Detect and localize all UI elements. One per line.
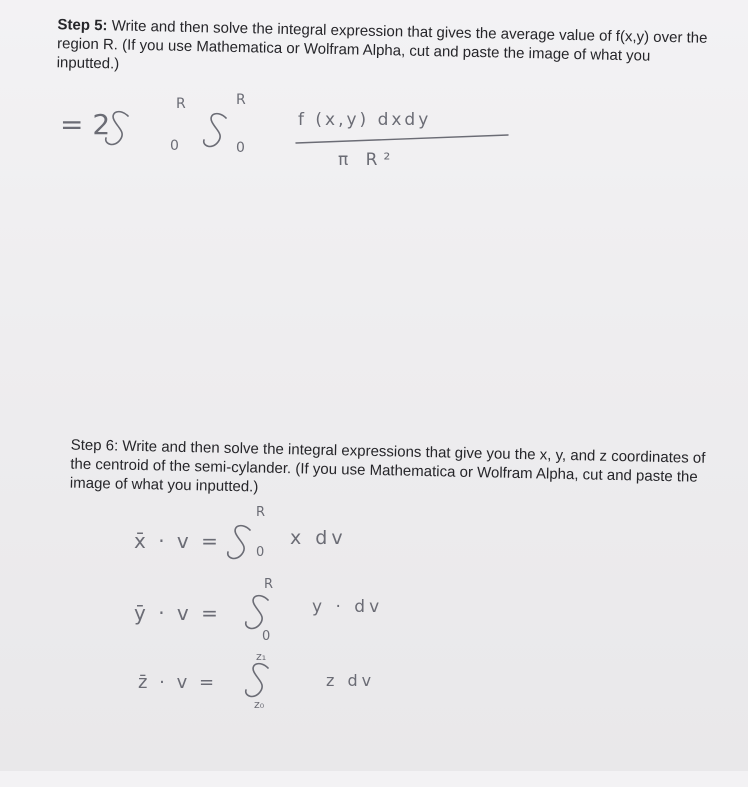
- step5-text: Write and then solve the integral expression that gives the average value of f(x,y) over the region R. (If you use Mathematica or Wolfram Alpha, cut and paste the image of what you inputted.): [56, 17, 708, 73]
- hw5-numerator: f (x,y) dxdy: [298, 110, 432, 130]
- hw5-denominator: π R²: [338, 150, 397, 170]
- hw6-ybar-upper: R: [264, 577, 274, 592]
- hw5-prefix: = 2: [60, 108, 111, 141]
- step6-prompt: [70, 436, 711, 506]
- hw5-lower-limit-1: 0: [170, 138, 179, 154]
- hw5-upper-limit-1: R: [176, 96, 186, 112]
- hw6-zbar-integrand: z dv: [326, 671, 376, 690]
- step6-heading: Step 6:: [70, 436, 119, 455]
- step5-prompt: [57, 15, 718, 86]
- hw6-xbar-lower: 0: [256, 545, 265, 560]
- hw6-xbar-lhs: x̄ · v =: [134, 529, 221, 553]
- hw5-lower-limit-2: 0: [236, 140, 245, 156]
- hw6-zbar-lower: z₀: [254, 698, 265, 711]
- hw6-xbar-integrand: x dv: [290, 527, 347, 549]
- step6-text: Write and then solve the integral expressions that give you the x, y, and z coordinates of the centroid of the semi-cylander. (If you use Mathematica or Wolfram Alpha, cut and paste the image of what you inputted.): [69, 437, 706, 496]
- hw6-ybar-lhs: ȳ · v =: [134, 601, 221, 625]
- hw5-upper-limit-2: R: [236, 92, 246, 108]
- hw6-ybar-integrand: y · dv: [312, 597, 384, 617]
- hw6-ybar-lower: 0: [262, 629, 271, 644]
- hw6-zbar-lhs: z̄ · v =: [138, 672, 218, 693]
- hw6-zbar-upper: z₁: [256, 650, 267, 663]
- hw6-xbar-upper: R: [256, 505, 266, 520]
- step5-heading: Step 5:: [57, 16, 108, 35]
